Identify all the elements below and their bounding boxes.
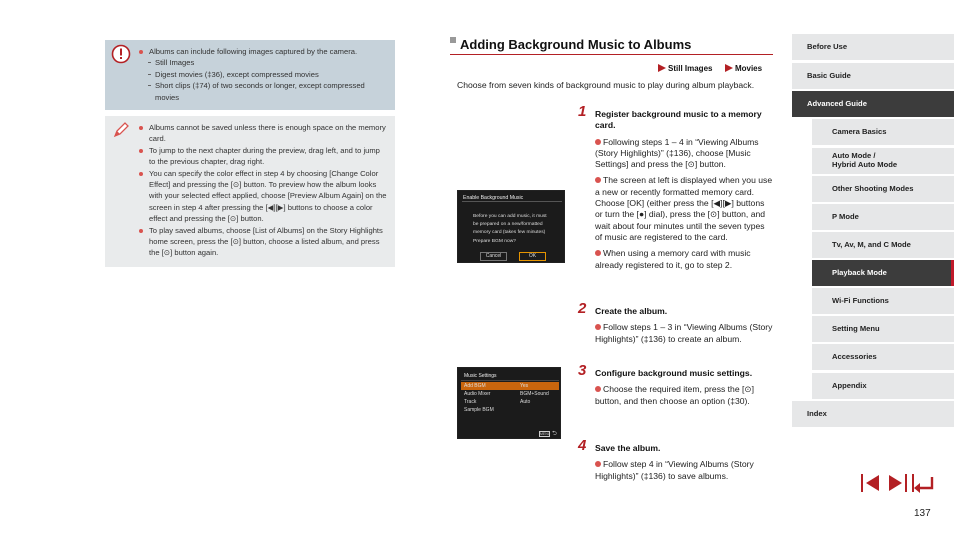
- step-number: 2: [578, 300, 587, 317]
- note-item: To jump to the next chapter during the preview, drag left, and to jump to the previous chapter, drag right.: [139, 145, 387, 168]
- step-number: 1: [578, 103, 587, 120]
- sidebar-item-index[interactable]: [792, 401, 954, 427]
- step-heading: Save the album.: [595, 443, 661, 453]
- note-item: You can specify the color effect in step 4 by choosing [Change Color Effect] and pressing the [⊙] button. To preview how the album looks with your selected effect applied, choose [Preview Album Again] on the screen in step 4 after pressing the [◀][▶] buttons to choose a color effect and pressing the [⊙] button.: [139, 168, 387, 225]
- step-heading: Configure background music settings.: [595, 368, 753, 378]
- screen-line: be prepared on a new/formatted: [473, 222, 543, 228]
- sidebar-item-label: Hybrid Auto Mode: [832, 160, 898, 169]
- settings-row: [461, 406, 559, 414]
- settings-key: Add BGM: [464, 383, 486, 389]
- step-bullet: [595, 248, 773, 271]
- note-subitem: Still Images: [139, 57, 387, 68]
- camera-screen-enable-bgm: [457, 190, 565, 263]
- sidebar-item-advanced-guide[interactable]: [792, 91, 954, 117]
- note-item: To play saved albums, choose [List of Albums] on the Story Highlights home screen, press the [⊙] button, choose a listed album, and press the [⊙] button again.: [139, 225, 387, 259]
- sidebar-item-other-shooting-modes[interactable]: [812, 176, 954, 202]
- bullet-icon: [595, 461, 601, 467]
- bullet-text: Follow steps 1 – 3 in “Viewing Albums (Story Highlights)” (‡136) to create an album.: [595, 322, 773, 344]
- sidebar-item-label: Accessories: [832, 352, 877, 361]
- note-item: Albums can include following images captured by the camera.: [139, 46, 387, 57]
- intro-text: Choose from seven kinds of background music to play during album playback.: [457, 80, 755, 90]
- bullet-icon: [595, 250, 601, 256]
- step-2: [578, 300, 773, 345]
- step-heading: Register background music to a memory card.: [595, 109, 762, 131]
- caution-note: [105, 40, 395, 110]
- bullet-icon: [595, 324, 601, 330]
- bullet-text: Follow step 4 in “Viewing Albums (Story Highlights)” (‡136) to save albums.: [595, 459, 754, 481]
- bullet-text: Following steps 1 – 4 in “Viewing Albums (Story Highlights)” (‡136), choose [Music Settings] and press the [⊙] button.: [595, 136, 759, 170]
- sidebar-item-accessories[interactable]: [812, 344, 954, 370]
- note-item: Albums cannot be saved unless there is enough space on the memory card.: [139, 122, 387, 145]
- sidebar-item-label: Setting Menu: [832, 324, 880, 333]
- settings-value: Yes: [520, 383, 529, 389]
- sidebar-item-setting-menu[interactable]: [812, 316, 954, 342]
- sidebar-item-label: Other Shooting Modes: [832, 184, 914, 193]
- screen-message: [473, 213, 561, 246]
- page-navigation: [860, 473, 936, 493]
- note-subitem: Digest movies (‡36), except compressed movies: [139, 69, 387, 80]
- return-button[interactable]: [912, 473, 934, 493]
- step-3: [578, 362, 773, 407]
- step-bullet: [595, 322, 773, 345]
- bullet-icon: [595, 139, 601, 145]
- cancel-button: Cancel: [480, 252, 507, 261]
- sidebar-item-label: Tv, Av, M, and C Mode: [832, 240, 911, 249]
- settings-row: [461, 390, 559, 398]
- step-1: [578, 103, 773, 271]
- sidebar-item-label: P Mode: [832, 212, 859, 221]
- sidebar-item-camera-basics[interactable]: [812, 119, 954, 145]
- step-number: 4: [578, 437, 587, 454]
- sidebar-item-p-mode[interactable]: [812, 204, 954, 230]
- sidebar-item-wifi-functions[interactable]: [812, 288, 954, 314]
- screen-title: Enable Background Music: [463, 195, 524, 201]
- screen-line: Before you can add music, it must: [473, 214, 547, 219]
- sidebar-item-basic-guide[interactable]: [792, 63, 954, 89]
- step-number: 3: [578, 362, 587, 379]
- settings-row: [461, 398, 559, 406]
- mode-still-images: Still Images: [668, 64, 713, 73]
- bullet-icon: [595, 386, 601, 392]
- settings-key: Track: [464, 399, 477, 405]
- sidebar-item-label: Index: [807, 409, 827, 418]
- bullet-text: The screen at left is displayed when you use a new or recently formatted memory card. Choose [OK] (either press the [◀][▶] buttons or turn the [●] dial), press the [⊙] button, and wait about four minutes until the seven types of music are registered to the card.: [595, 175, 773, 242]
- sidebar-item-appendix[interactable]: [812, 373, 954, 399]
- screen-line: Prepare BGM now?: [473, 238, 516, 244]
- bullet-text: When using a memory card with music already registered to it, go to step 2.: [595, 248, 751, 270]
- section-title: [450, 37, 773, 55]
- settings-row: [461, 382, 559, 390]
- step-4: [578, 437, 773, 482]
- section-title-text: Adding Background Music to Albums: [460, 37, 692, 52]
- note-subitem: Short clips (‡74) of two seconds or longer, except compressed movies: [139, 80, 387, 103]
- arrow-icon: [725, 64, 733, 72]
- caution-icon: [111, 44, 131, 64]
- sidebar-item-before-use[interactable]: [792, 34, 954, 60]
- settings-key: Audio Mixer: [464, 391, 491, 397]
- tip-note: [105, 116, 395, 267]
- sidebar-item-auto-mode[interactable]: [812, 148, 954, 174]
- back-arrow-icon: ⮌: [552, 431, 557, 437]
- settings-value: Auto: [520, 399, 531, 405]
- sidebar-item-playback-mode[interactable]: [812, 260, 954, 286]
- sidebar-item-label: Appendix: [832, 381, 867, 390]
- sidebar-item-label: Wi-Fi Functions: [832, 296, 889, 305]
- bullet-text: Choose the required item, press the [⊙] button, and then choose an option (‡30).: [595, 384, 754, 406]
- mode-movies: Movies: [734, 64, 763, 73]
- bullet-icon: [595, 177, 601, 183]
- arrow-icon: [658, 64, 666, 72]
- previous-page-button[interactable]: [860, 473, 882, 493]
- ok-button: OK: [519, 252, 546, 261]
- settings-key: Sample BGM: [464, 407, 494, 413]
- sidebar-item-label: Advanced Guide: [807, 99, 867, 108]
- step-bullet: [595, 459, 773, 482]
- screen-line: memory card (takes few minutes): [473, 230, 546, 236]
- next-page-button[interactable]: [886, 473, 908, 493]
- settings-value: BGM+Sound: [520, 391, 549, 397]
- sidebar-item-label: Before Use: [807, 42, 848, 51]
- step-bullet: [595, 137, 773, 171]
- step-heading: Create the album.: [595, 306, 668, 316]
- mode-indicators: [658, 64, 762, 73]
- sidebar-item-label: Playback Mode: [832, 268, 887, 277]
- screen-title: Music Settings: [464, 373, 497, 379]
- sidebar-item-label: Camera Basics: [832, 127, 887, 136]
- title-square-icon: [450, 37, 456, 43]
- page-number: 137: [914, 508, 931, 519]
- step-bullet: [595, 384, 773, 407]
- sidebar-item-label: Basic Guide: [807, 71, 851, 80]
- sidebar-item-label: Auto Mode /: [832, 151, 876, 160]
- camera-screen-music-settings: [457, 367, 561, 439]
- menu-icon: MENU: [540, 432, 551, 436]
- step-bullet: [595, 175, 773, 243]
- sidebar-item-tv-av-m-c-mode[interactable]: [812, 232, 954, 258]
- pencil-icon: [111, 120, 131, 140]
